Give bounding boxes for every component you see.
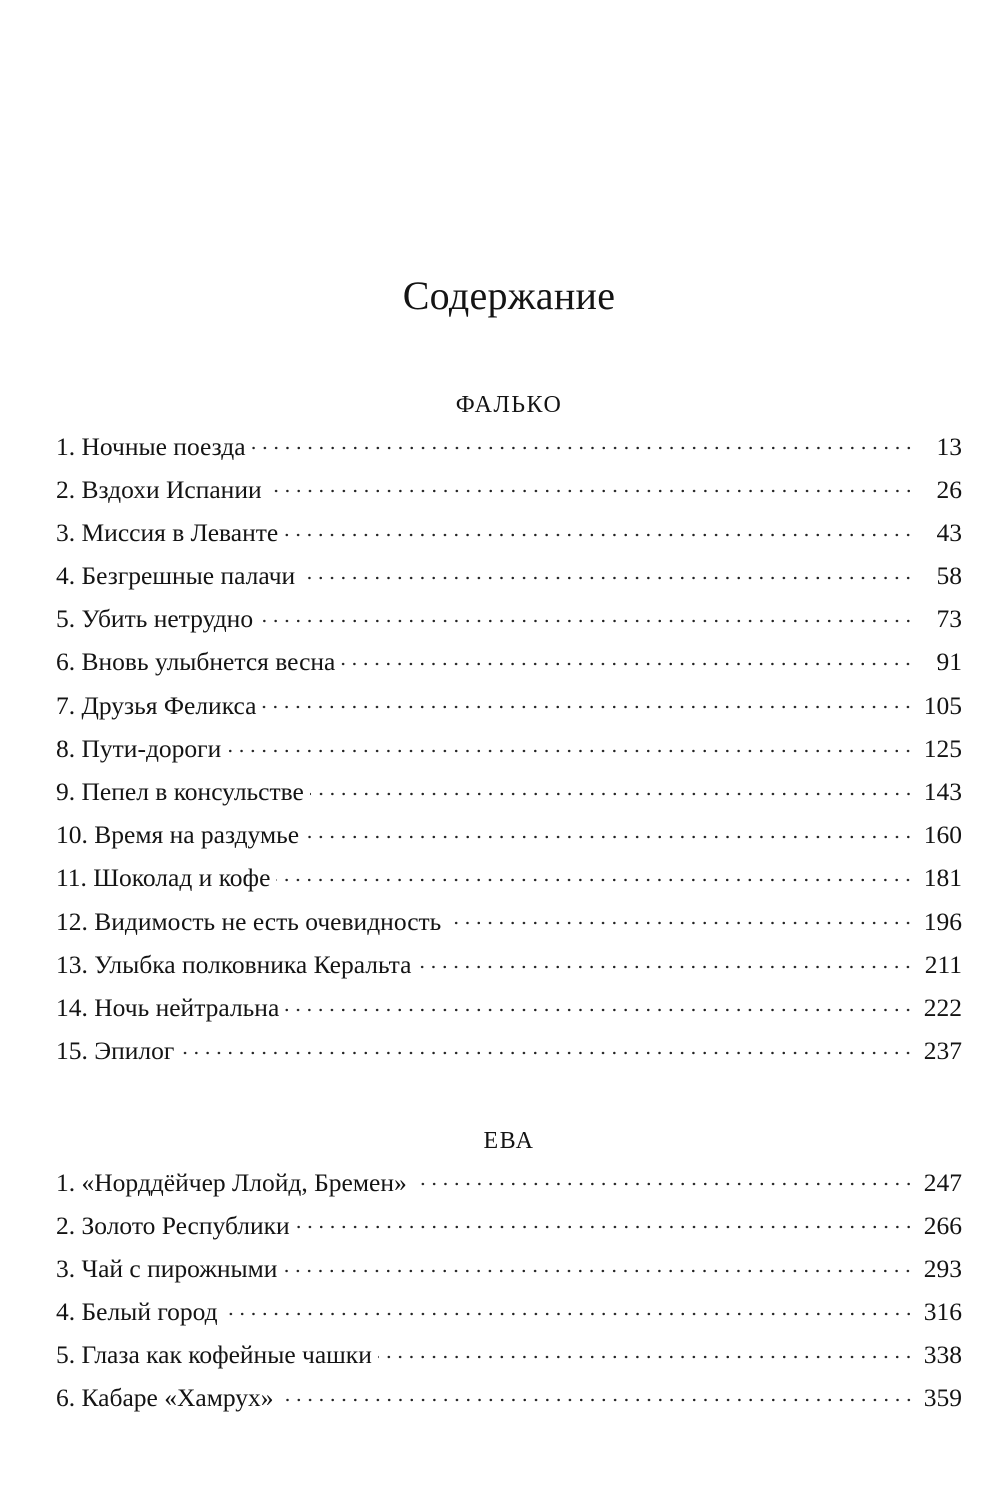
chapter-title: 12. Видимость не есть очевидность [56, 906, 442, 936]
page-number: 26 [936, 474, 962, 504]
chapter-title: 4. Безгрешные палачи [56, 561, 296, 591]
dot-leader [252, 430, 914, 456]
dot-leader [259, 603, 914, 629]
dot-leader [447, 905, 914, 931]
dot-leader [310, 776, 914, 802]
dot-leader [378, 1339, 914, 1365]
toc-row[interactable] [56, 990, 962, 1033]
page-number: 160 [923, 820, 962, 850]
toc-row[interactable] [56, 1295, 962, 1338]
dot-leader [301, 560, 914, 586]
toc-row[interactable] [56, 472, 962, 515]
chapter-title: 3. Чай с пирожными [56, 1253, 278, 1283]
toc-row[interactable] [56, 688, 962, 731]
chapter-title: 13. Улыбка полковника Керальта [56, 949, 412, 979]
page-number: 73 [936, 604, 962, 634]
dot-leader [284, 517, 914, 543]
page-number: 143 [923, 777, 962, 806]
chapter-title: 4. Белый город [56, 1297, 218, 1327]
toc-row[interactable] [56, 429, 962, 472]
page-number: 222 [923, 992, 962, 1022]
toc-row[interactable] [56, 1381, 962, 1424]
dot-leader [280, 1382, 914, 1408]
toc-row[interactable] [56, 1208, 962, 1251]
chapter-title: 5. Убить нетрудно [56, 604, 254, 634]
page-number: 105 [923, 690, 962, 720]
dot-leader [224, 1296, 914, 1322]
chapter-title: 2. Вздохи Испании [56, 474, 262, 504]
dot-leader [285, 992, 914, 1018]
page-number: 237 [923, 1036, 962, 1066]
dot-leader [283, 1253, 914, 1279]
dot-leader [417, 949, 914, 975]
chapter-title: 14. Ночь нейтральна [56, 992, 280, 1022]
dot-leader [268, 473, 914, 499]
page-number: 43 [936, 517, 962, 547]
toc-row[interactable] [56, 775, 962, 818]
part-title-falco: ФАЛЬКО [455, 392, 563, 418]
page-number: 338 [923, 1340, 962, 1370]
dot-leader [180, 1035, 914, 1061]
toc-row[interactable] [56, 1338, 962, 1381]
page-number: 316 [923, 1297, 962, 1327]
toc-row[interactable] [56, 947, 962, 990]
toc-list-falco [56, 429, 962, 1077]
dot-leader [276, 862, 914, 888]
dot-leader [262, 689, 914, 715]
dot-leader [305, 819, 914, 845]
chapter-title: 2. Золото Республики [56, 1210, 290, 1240]
chapter-title: 11. Шоколад и кофе [56, 863, 271, 893]
toc-row[interactable] [56, 1165, 962, 1208]
chapter-title: 1. «Норддёйчер Ллойд, Бремен» [56, 1167, 407, 1197]
chapter-title: 6. Вновь улыбнется весна [56, 647, 336, 677]
chapter-title: 8. Пути-дороги [56, 733, 222, 763]
page-number: 211 [924, 949, 962, 979]
page-number: 58 [936, 561, 962, 591]
part-title-eva: ЕВА [483, 1128, 535, 1154]
chapter-title: 5. Глаза как кофейные чашки [56, 1340, 372, 1370]
chapter-title: 10. Время на раздумье [56, 820, 300, 850]
page-number: 293 [923, 1253, 962, 1283]
chapter-title: 6. Кабаре «Хамрух» [56, 1383, 274, 1413]
chapter-title: 1. Ночные поезда [56, 431, 246, 461]
page-number: 266 [923, 1210, 962, 1240]
page-number: 13 [936, 431, 962, 461]
toc-row[interactable] [56, 602, 962, 645]
chapter-title: 15. Эпилог [56, 1036, 175, 1066]
page-number: 125 [923, 733, 962, 763]
page-number: 359 [923, 1383, 962, 1413]
chapter-title: 7. Друзья Феликса [56, 690, 257, 720]
toc-row[interactable] [56, 904, 962, 947]
chapter-title: 9. Пепел в консульстве [56, 777, 304, 806]
toc-row[interactable] [56, 731, 962, 774]
toc-row[interactable] [56, 818, 962, 861]
toc-row[interactable] [56, 1251, 962, 1294]
page-number: 91 [936, 647, 962, 677]
chapter-title: 3. Миссия в Леванте [56, 517, 279, 547]
toc-row[interactable] [56, 515, 962, 558]
page-number: 247 [923, 1167, 962, 1197]
toc-row[interactable] [56, 645, 962, 688]
dot-leader [227, 733, 914, 759]
page-number: 181 [923, 863, 962, 893]
toc-row[interactable] [56, 1034, 962, 1077]
page-title: Содержание [402, 273, 616, 318]
dot-leader [413, 1166, 914, 1192]
toc-row[interactable] [56, 559, 962, 602]
dot-leader [296, 1209, 914, 1235]
toc-row[interactable] [56, 861, 962, 904]
toc-list-eva [56, 1165, 962, 1424]
dot-leader [341, 646, 914, 672]
page-number: 196 [923, 906, 962, 936]
